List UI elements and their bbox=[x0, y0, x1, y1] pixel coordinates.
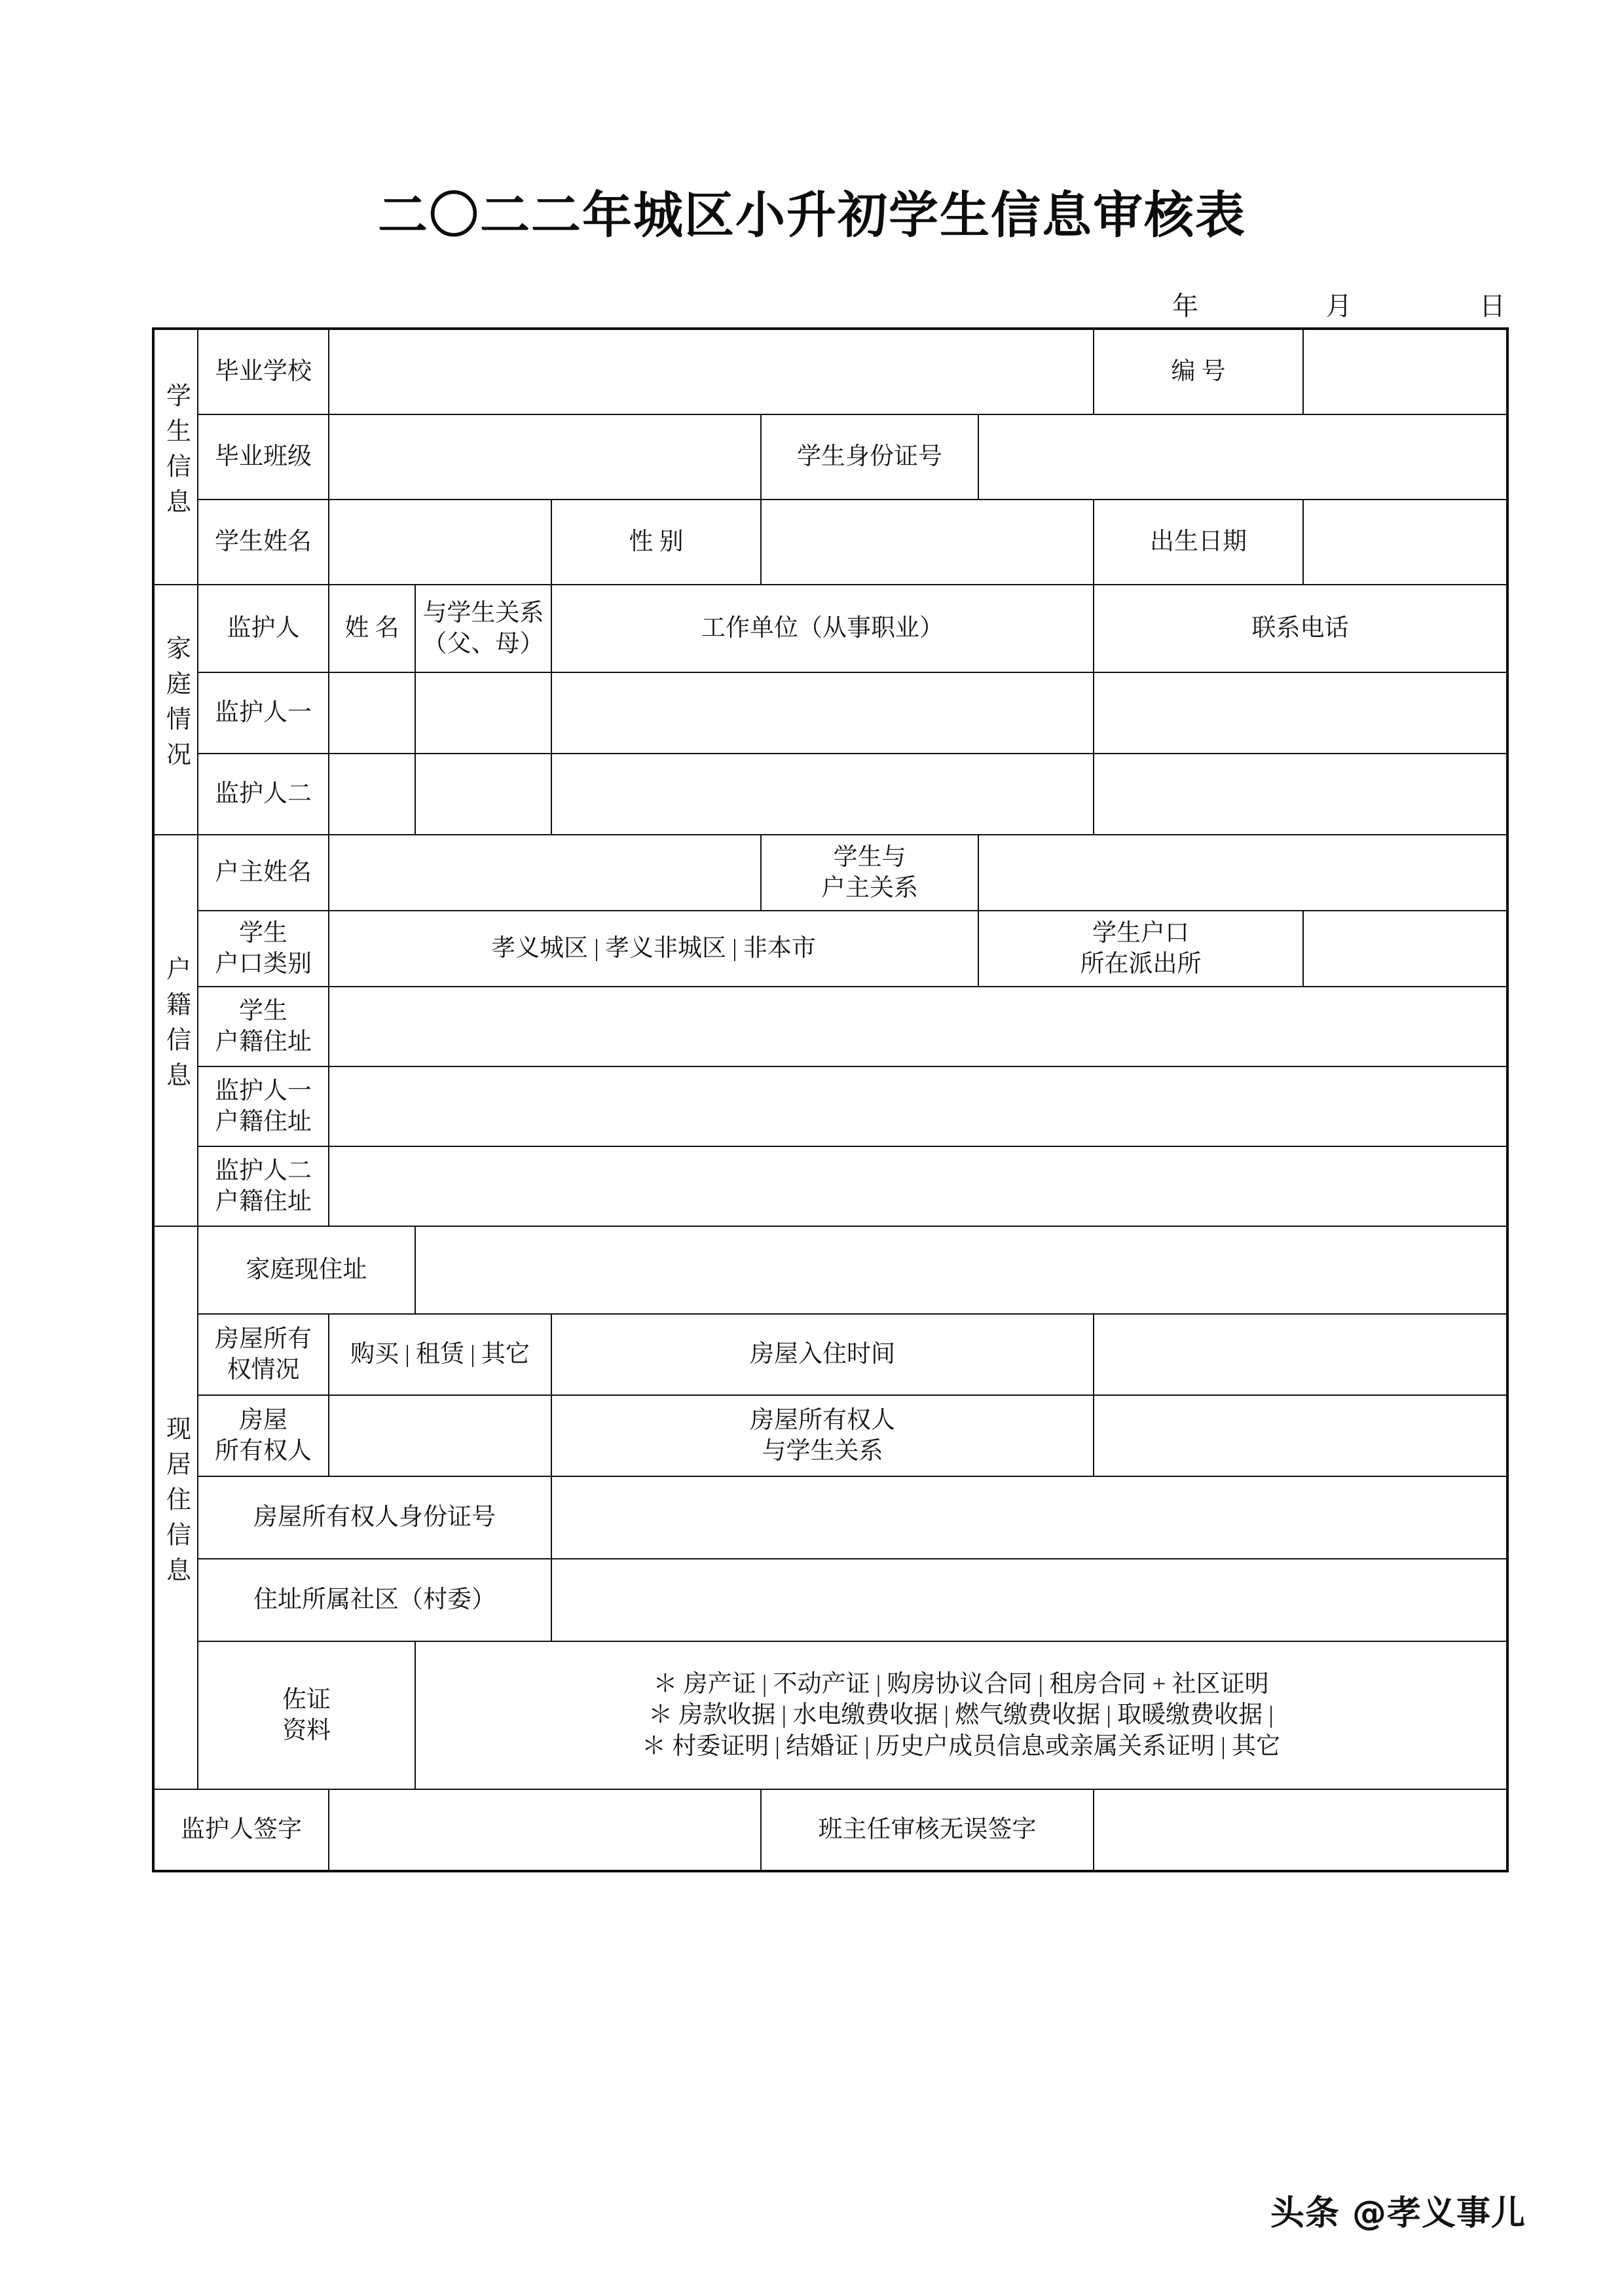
label-house-owner bbox=[198, 1395, 329, 1476]
watermark: 头条 @孝义事儿 bbox=[1270, 2194, 1526, 2233]
label-police-station-line1: 学生户口 bbox=[1092, 919, 1189, 947]
date-line bbox=[1172, 285, 1506, 323]
label-guardian1-hukou-address bbox=[198, 1066, 329, 1146]
field-current-address[interactable] bbox=[415, 1226, 1507, 1314]
field-guardian2-relation[interactable] bbox=[415, 754, 551, 835]
label-guardian2: 监护人二 bbox=[198, 754, 329, 835]
table-row-graduation-class bbox=[153, 414, 1507, 500]
label-movein-time: 房屋入住时间 bbox=[551, 1314, 1094, 1395]
list-evidence-materials bbox=[415, 1641, 1507, 1789]
label-birth-date: 出生日期 bbox=[1094, 500, 1303, 585]
table-row-owner-id bbox=[153, 1476, 1507, 1559]
label-evidence-materials-line2: 资料 bbox=[282, 1717, 331, 1744]
section-label-household-info-text: 户籍信息 bbox=[162, 955, 190, 1097]
field-owner-student-relation[interactable] bbox=[1094, 1395, 1507, 1476]
header-guardian-phone: 联系电话 bbox=[1094, 585, 1507, 672]
header-guardian-workplace: 工作单位（从事职业） bbox=[551, 585, 1094, 672]
table-row-guardian2-hukou-address bbox=[153, 1146, 1507, 1226]
table-row-graduation-school bbox=[153, 329, 1507, 414]
field-police-station[interactable] bbox=[1303, 911, 1507, 987]
label-hukou-type bbox=[198, 911, 329, 987]
field-guardian2-workplace[interactable] bbox=[551, 754, 1094, 835]
field-birth-date[interactable] bbox=[1303, 500, 1507, 585]
label-owner-student-relation-line2: 与学生关系 bbox=[762, 1438, 883, 1465]
options-house-ownership[interactable]: 购买 | 租赁 | 其它 bbox=[329, 1314, 551, 1395]
label-house-ownership bbox=[198, 1314, 329, 1395]
field-student-name[interactable] bbox=[329, 500, 551, 585]
table-row-student-hukou-address bbox=[153, 987, 1507, 1066]
field-student-head-relation[interactable] bbox=[978, 835, 1507, 911]
field-household-head-name[interactable] bbox=[329, 835, 761, 911]
table-row-hukou-type bbox=[153, 911, 1507, 987]
evidence-item-2[interactable]: ＊ 房款收据 | 水电缴费收据 | 燃气缴费收据 | 取暖缴费收据 | bbox=[648, 1702, 1274, 1729]
label-teacher-signature: 班主任审核无误签字 bbox=[761, 1789, 1094, 1871]
section-label-residence-info bbox=[153, 1226, 198, 1789]
table-row-house-owner bbox=[153, 1395, 1507, 1476]
label-guardian1: 监护人一 bbox=[198, 672, 329, 754]
field-graduation-class[interactable] bbox=[329, 414, 761, 500]
label-house-ownership-line2: 权情况 bbox=[227, 1357, 300, 1383]
field-movein-time[interactable] bbox=[1094, 1314, 1507, 1395]
label-house-owner-line1: 房屋 bbox=[239, 1406, 287, 1434]
label-current-address: 家庭现住址 bbox=[198, 1226, 415, 1314]
field-gender[interactable] bbox=[761, 500, 1094, 585]
table-row-guardian1-hukou-address bbox=[153, 1066, 1507, 1146]
header-guardian-relation bbox=[415, 585, 551, 672]
field-guardian1-name[interactable] bbox=[329, 672, 415, 754]
label-guardian-signature: 监护人签字 bbox=[153, 1789, 329, 1871]
label-household-head-name: 户主姓名 bbox=[198, 835, 329, 911]
label-guardian2-hukou-address-line2: 户籍住址 bbox=[215, 1188, 312, 1215]
label-gender: 性 别 bbox=[551, 500, 761, 585]
table-row-current-address bbox=[153, 1226, 1507, 1314]
table-row-community bbox=[153, 1559, 1507, 1641]
label-student-name: 学生姓名 bbox=[198, 500, 329, 585]
evidence-item-1[interactable]: ＊ 房产证 | 不动产证 | 购房协议合同 | 租房合同 + 社区证明 bbox=[653, 1670, 1269, 1698]
label-graduation-school: 毕业学校 bbox=[198, 329, 329, 414]
table-row-household-head bbox=[153, 835, 1507, 911]
field-student-hukou-address[interactable] bbox=[329, 987, 1507, 1066]
label-owner-id-number: 房屋所有权人身份证号 bbox=[198, 1476, 551, 1559]
field-guardian1-relation[interactable] bbox=[415, 672, 551, 754]
field-number[interactable] bbox=[1303, 329, 1507, 414]
table-row-guardian1 bbox=[153, 672, 1507, 754]
label-house-owner-line2: 所有权人 bbox=[215, 1438, 312, 1465]
field-guardian-signature[interactable] bbox=[329, 1789, 761, 1871]
header-guardian-relation-line2: （父、母） bbox=[422, 630, 544, 657]
label-owner-student-relation bbox=[551, 1395, 1094, 1476]
field-guardian1-hukou-address[interactable] bbox=[329, 1066, 1507, 1146]
evidence-item-3[interactable]: ＊ 村委证明 | 结婚证 | 历史户成员信息或亲属关系证明 | 其它 bbox=[642, 1732, 1280, 1760]
field-community[interactable] bbox=[551, 1559, 1507, 1641]
table-row-guardian-header bbox=[153, 585, 1507, 672]
label-police-station bbox=[978, 911, 1303, 987]
student-info-review-table bbox=[152, 327, 1509, 1872]
table-row-signatures bbox=[153, 1789, 1507, 1871]
field-guardian1-phone[interactable] bbox=[1094, 672, 1507, 754]
label-police-station-line2: 所在派出所 bbox=[1080, 951, 1202, 977]
label-guardian2-hukou-address bbox=[198, 1146, 329, 1226]
label-owner-student-relation-line1: 房屋所有权人 bbox=[750, 1406, 895, 1434]
date-day-label: 日 bbox=[1479, 291, 1506, 321]
date-year-label: 年 bbox=[1172, 291, 1199, 321]
label-student-head-relation-line2: 户主关系 bbox=[821, 875, 918, 902]
label-student-hukou-address-line2: 户籍住址 bbox=[215, 1029, 312, 1055]
field-student-id[interactable] bbox=[978, 414, 1507, 500]
field-graduation-school[interactable] bbox=[329, 329, 1094, 414]
header-guardian-name: 姓 名 bbox=[329, 585, 415, 672]
label-evidence-materials bbox=[198, 1641, 415, 1789]
label-house-ownership-line1: 房屋所有 bbox=[215, 1325, 312, 1353]
label-student-head-relation-line1: 学生与 bbox=[833, 843, 906, 871]
label-number: 编 号 bbox=[1094, 329, 1303, 414]
label-hukou-type-line2: 户口类别 bbox=[215, 951, 312, 977]
label-guardian2-hukou-address-line1: 监护人二 bbox=[215, 1157, 312, 1184]
section-label-family-info bbox=[153, 585, 198, 835]
section-label-student-info bbox=[153, 329, 198, 585]
label-guardian1-hukou-address-line1: 监护人一 bbox=[215, 1077, 312, 1104]
label-graduation-class: 毕业班级 bbox=[198, 414, 329, 500]
label-guardian1-hukou-address-line2: 户籍住址 bbox=[215, 1108, 312, 1135]
page-title-container bbox=[0, 175, 1624, 247]
section-label-family-info-text: 家庭情况 bbox=[162, 634, 190, 776]
field-house-owner[interactable] bbox=[329, 1395, 551, 1476]
field-guardian2-hukou-address[interactable] bbox=[329, 1146, 1507, 1226]
table-row-evidence bbox=[153, 1641, 1507, 1789]
options-hukou-type[interactable]: 孝义城区 | 孝义非城区 | 非本市 bbox=[329, 911, 978, 987]
table-row-student-name bbox=[153, 500, 1507, 585]
field-owner-id-number[interactable] bbox=[551, 1476, 1507, 1559]
table-row-guardian2 bbox=[153, 754, 1507, 835]
label-student-hukou-address-line1: 学生 bbox=[239, 997, 287, 1025]
date-month-label: 月 bbox=[1325, 291, 1353, 321]
page-title: 二〇二二年城区小升初学生信息审核表 bbox=[378, 186, 1246, 244]
header-guardian-relation-line1: 与学生关系 bbox=[422, 599, 544, 627]
field-guardian2-phone[interactable] bbox=[1094, 754, 1507, 835]
field-teacher-signature[interactable] bbox=[1094, 1789, 1507, 1871]
label-hukou-type-line1: 学生 bbox=[239, 919, 287, 947]
section-label-household-info bbox=[153, 835, 198, 1226]
section-label-student-info-text: 学生信息 bbox=[162, 382, 190, 524]
field-guardian1-workplace[interactable] bbox=[551, 672, 1094, 754]
table-row-ownership bbox=[153, 1314, 1507, 1395]
label-student-id: 学生身份证号 bbox=[761, 414, 978, 500]
header-guardian: 监护人 bbox=[198, 585, 329, 672]
field-guardian2-name[interactable] bbox=[329, 754, 415, 835]
label-evidence-materials-line1: 佐证 bbox=[282, 1686, 331, 1713]
label-student-hukou-address bbox=[198, 987, 329, 1066]
section-label-residence-info-text: 现居住信息 bbox=[162, 1415, 190, 1592]
label-student-head-relation bbox=[761, 835, 978, 911]
label-community: 住址所属社区（村委） bbox=[198, 1559, 551, 1641]
